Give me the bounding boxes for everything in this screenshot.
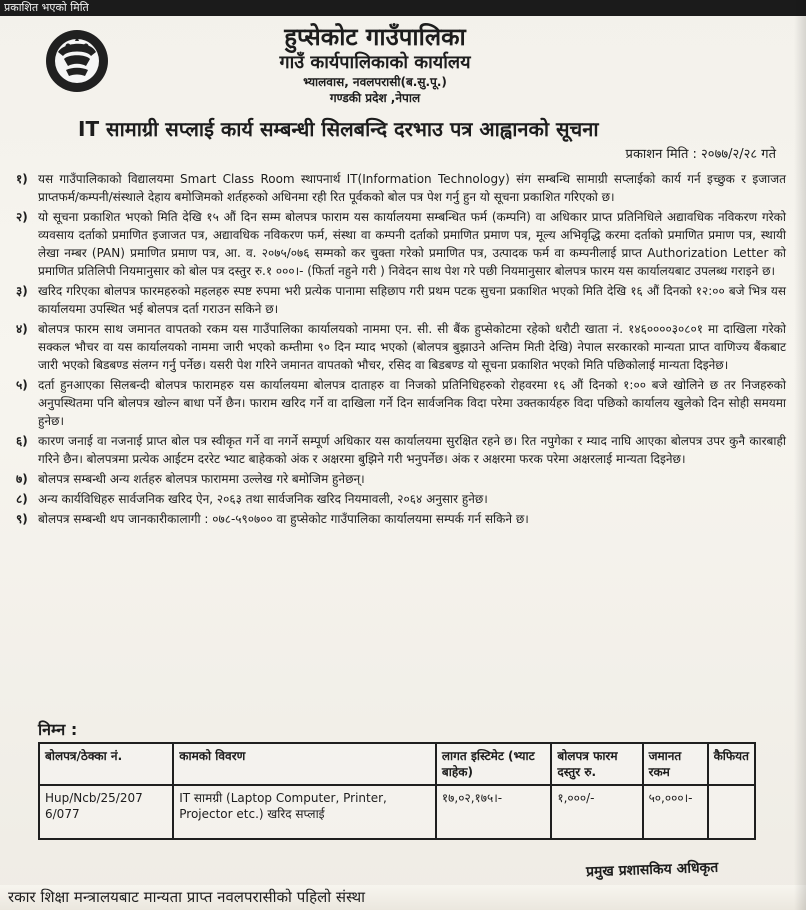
- publication-date: प्रकाशन मिति : २०७७/२/२८ गते: [625, 147, 776, 162]
- notice-item: [16, 470, 786, 488]
- notice-item: [16, 208, 786, 280]
- table-header-cell: कैफियत: [708, 743, 755, 785]
- table-header-cell: बोलपत्र फारम दस्तुर रु.: [551, 743, 642, 785]
- notice-item: [16, 376, 786, 430]
- table-cell: ५०,०००।-: [643, 785, 708, 839]
- item-number: ८): [16, 492, 28, 506]
- item-text: दर्ता हुनआएका सिलबन्दी बोलपत्र फारामहरु यस कार्यालयमा बोलपत्र दाताहरु वा निजको प्रतिनिधिहरुको रोहवरमा १६ औं दिनको १:०० बजे खोलिने छ तर निजहरुको अनुपस्थितमा पनि बोलपत्र खोल्न बाधा पर्ने छैन। फाराम खरिद गर्ने वा दाखिला गर्ने दिन सार्वजनिक विदा परेमा उक्तकार्यहरु विदा पछिको कार्यालय खुलेको दिन सोही समयमा हुनेछ।: [38, 378, 786, 428]
- item-number: १): [16, 172, 28, 186]
- item-number: ५): [16, 378, 28, 392]
- table-header-cell: जमानत रकम: [643, 743, 708, 785]
- item-text: यो सूचना प्रकाशित भएको मिति देखि १५ औं दिन सम्म बोलपत्र फाराम यस कार्यालयमा सम्बन्धित फर्म (कम्पनि) वा अधिकार प्राप्त प्रतिनिधिले अद्यावधिक नविकरण गरेको व्यवसाय दर्ताको प्रमाणित इजाजत पत्र, अद्यावधिक नविकरण फर्म, संस्था वा कम्पनी दर्ताको प्रमाणित प्रमाण पत्र, मूल्य अभिवृद्धि करमा दर्ताको प्रमाणित प्रमाण पत्र, स्थायी लेखा नम्बर (PAN) प्रमाणित प्रमाण पत्र, आ. व. २०७५/०७६ सम्मको कर चुक्ता गरेको प्रमाणित पत्र, उत्पादक फर्म वा कम्पनीलाई प्राप्त Authorization Letter को प्रमाणित प्रतिलिपी नियमानुसार को बोल पत्र दस्तुर रु.१ ०००।- (फिर्ता नहुने गरी ) निवेदन साथ पेश गरे पछी नियमानुसार बोलपत्र फारम यस कार्यालयबाट उपलब्ध गराइने छ।: [38, 210, 786, 278]
- item-number: ४): [16, 322, 28, 336]
- nepal-emblem-icon: [44, 28, 110, 94]
- province-line: गण्डकी प्रदेश ,नेपाल: [329, 91, 421, 105]
- notice-item: [16, 282, 786, 318]
- notice-item: [16, 170, 786, 206]
- tender-table: [38, 742, 756, 840]
- item-text: खरिद गरिएका बोलपत्र फारमहरुको महलहरु स्पष्ट रुपमा भरी प्रत्येक पानामा सहिछाप गरी प्रथम पटक सुचना प्रकाशित भएको मिति देखि १६ औं दिनको १२:०० बजे भित्र यस कार्यालयमा उपस्थित भई बोलपत्र दर्ता गराउन सकिने छ।: [38, 284, 786, 316]
- header: [195, 22, 555, 106]
- table-row: [39, 785, 755, 839]
- table-cell: Hup/Ncb/25/207 6/077: [39, 785, 173, 839]
- table-header-cell: कामको विवरण: [173, 743, 436, 785]
- item-text: बोलपत्र सम्बन्धी अन्य शर्तहरु बोलपत्र फाराममा उल्लेख गरे बमोजिम हुनेछन्।: [38, 472, 365, 486]
- item-text: बोलपत्र फारम साथ जमानत वापतको रकम यस गाउँपालिका कार्यालयको नाममा एन. सी. सी बैंक हुप्सेकोटमा रहेको धरौटी खाता नं. १४६००००३०८०१ मा दाखिला गरेको सक्कल भौचर वा यस कार्यालयको नाममा जारी भएको कम्तीमा ९० दिन म्याद भएको (बोलपत्र बुझाउने अन्तिम मिती देखि) नेपाल सरकारको मान्यता प्राप्त वाणिज्य बैंकबाट जारी भएको बिडबण्ड संलग्न गर्नु पर्नेछ। यसरी पेश गरिने जमानत वापतको भौचर, रसिद वा बिडबण्ड यो सूचना प्रकाशित भएको मिति पछिकोलाई मान्यता दिइनेछ।: [38, 322, 786, 372]
- table-title: निम्न :: [38, 720, 78, 739]
- item-text: कारण जनाई वा नजनाई प्राप्त बोल पत्र स्वीकृत गर्ने वा नगर्ने सम्पूर्ण अधिकार यस कार्यालयमा सुरक्षित रहने छ। रित नपुगेका र म्याद नाघि आएका बोलपत्र उपर कुनै कारबाही गरिने छैन। बोलपत्रमा प्रत्येक आईटम दररेट भ्याट बाहेकको अंक र अक्षरमा बुझिने गरी भनुपर्नेछ। अंक र अक्षरमा फरक परेमा अक्षरलाई मान्यता दिइनेछ।: [38, 434, 786, 466]
- municipality-title: हुप्सेकोट गाउँपालिका: [284, 23, 466, 51]
- table-cell: १,०००/-: [551, 785, 642, 839]
- top-strip: प्रकाशित भएको मिति: [0, 0, 806, 16]
- item-number: २): [16, 210, 28, 224]
- item-number: ७): [16, 472, 28, 486]
- table-header-cell: बोलपत्र/ठेक्का नं.: [39, 743, 173, 785]
- address-line: भ्यालवास, नवलपरासी(ब.सु.पू.): [303, 75, 447, 89]
- table-cell: [708, 785, 755, 839]
- item-number: ६): [16, 434, 28, 448]
- table-cell: IT सामग्री (Laptop Computer, Printer, Projector etc.) खरिद सप्लाई: [173, 785, 436, 839]
- notice-item: [16, 432, 786, 468]
- office-title: गाउँ कार्यपालिकाको कार्यालय: [279, 52, 471, 73]
- item-number: ९): [16, 512, 28, 526]
- item-text: अन्य कार्यविधिहरु सार्वजनिक खरिद ऐन, २०६३ तथा सार्वजनिक खरिद नियमावली, २०६४ अनुसार हुनेछ।: [38, 492, 488, 506]
- edge-shadow: [794, 0, 806, 910]
- table-header-row: [39, 743, 755, 785]
- notice-item: [16, 510, 786, 528]
- tender-table-wrap: [38, 742, 756, 840]
- notice-item: [16, 320, 786, 374]
- item-text: बोलपत्र सम्बन्धी थप जानकारीकालागी : ०७८-५९०७०० वा हुप्सेकोट गाउँपालिका कार्यालयमा सम्पर्क गर्न सकिने छ।: [38, 512, 529, 526]
- notice-title: IT सामाग्री सप्लाई कार्य सम्बन्धी सिलबन्दि दरभाउ पत्र आह्वानको सूचना: [78, 117, 599, 141]
- notice-content: [16, 170, 786, 530]
- item-number: ३): [16, 284, 28, 298]
- table-cell: १७,०२,१७५।-: [436, 785, 551, 839]
- item-text: यस गाउँपालिकाको विद्यालयमा Smart Class Room स्थापनार्थ IT(Information Technology) संग सम्बन्धि सामाग्री सप्लाईको कार्य गर्न इच्छुक र इजाजत प्राप्तफर्म/कम्पनी/संस्थाले देहाय बमोजिमको शर्तहरुको अधिनमा रही रित पूर्वकको बोल पत्र पेश गर्नु हुन यो सूचना प्रकाशित गरिएको छ।: [38, 172, 786, 204]
- signature-title: प्रमुख प्रशासकिय अधिकृत: [585, 859, 719, 881]
- notice-item: [16, 490, 786, 508]
- table-header-cell: लागत इस्टिमेट (भ्याट बाहेक): [436, 743, 551, 785]
- bottom-line: रकार शिक्षा मन्त्रालयबाट मान्यता प्राप्त नवलपरासीको पहिलो संस्था: [0, 885, 806, 910]
